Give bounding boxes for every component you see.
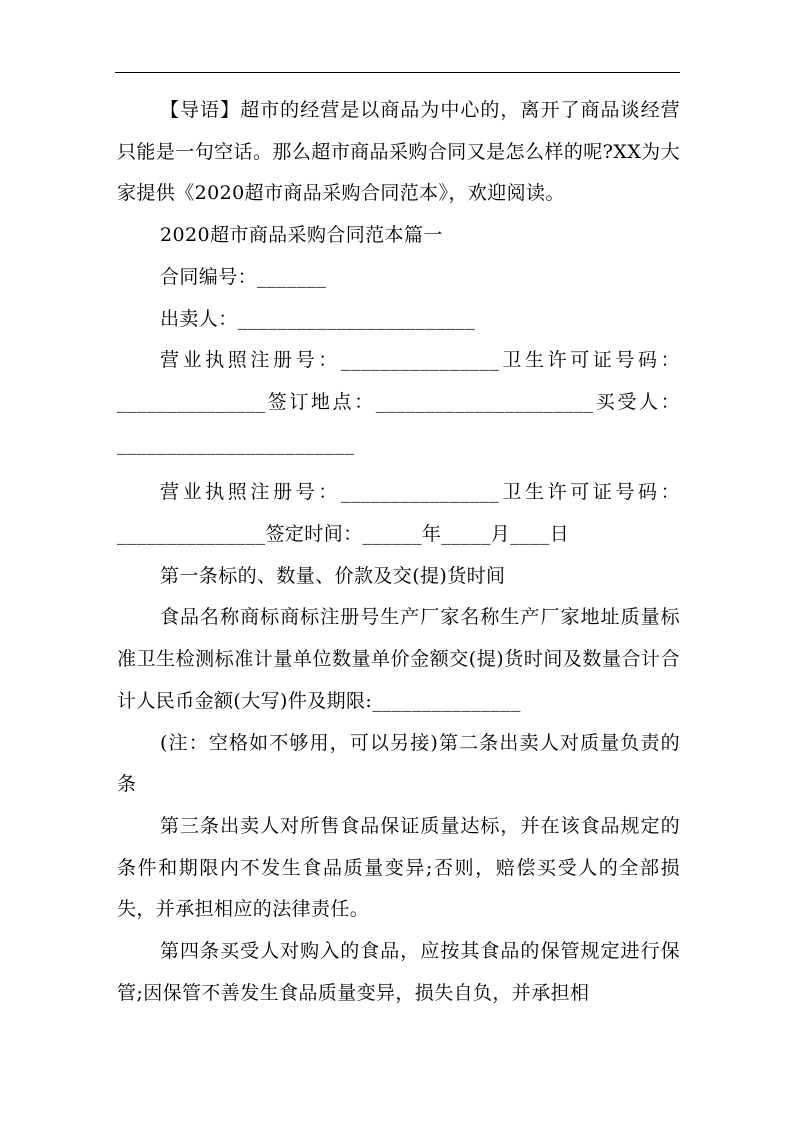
seller-license-paragraph: 营业执照注册号：________________卫生许可证号码：_______________签订地点：______________________买受人：________________________ (117, 349, 680, 455)
contract-number-line: 合同编号：_______ (160, 265, 327, 288)
article-three-paragraph: 第三条出卖人对所售食品保证质量达标，并在该食品规定的条件和期限内不发生食品质量变异;否则，赔偿买受人的全部损失，并承担相应的法律责任。 (117, 814, 680, 921)
intro-paragraph: 【导语】超市的经营是以商品为中心的，离开了商品谈经营只能是一句空话。那么超市商品采购合同又是怎么样的呢?XX为大家提供《2020超市商品采购合同范本》，欢迎阅读。 (117, 99, 680, 205)
seller-line: 出卖人：________________________ (160, 307, 476, 330)
goods-table-paragraph: 食品名称商标商标注册号生产厂家名称生产厂家地址质量标准卫生检测标准计量单位数量单价金额交(提)货时间及数量合计合计人民币金额(大写)件及期限:_______________ (117, 606, 680, 712)
article-one-title: 第一条标的、数量、价款及交(提)货时间 (160, 564, 506, 587)
document-body (117, 90, 680, 1014)
note-paragraph: (注：空格如不够用，可以另接)第二条出卖人对质量负责的条 (117, 731, 680, 796)
header-rule (115, 72, 680, 73)
article-four-paragraph: 第四条买受人对购入的食品，应按其食品的保管规定进行保管;因保管不善发生食品质量变异，损失自负，并承担相 (117, 940, 680, 1004)
buyer-license-paragraph: 营业执照注册号：________________卫生许可证号码：_______________签定时间：______年_____月____日 (117, 481, 680, 546)
section-title: 2020超市商品采购合同范本篇一 (160, 224, 443, 247)
